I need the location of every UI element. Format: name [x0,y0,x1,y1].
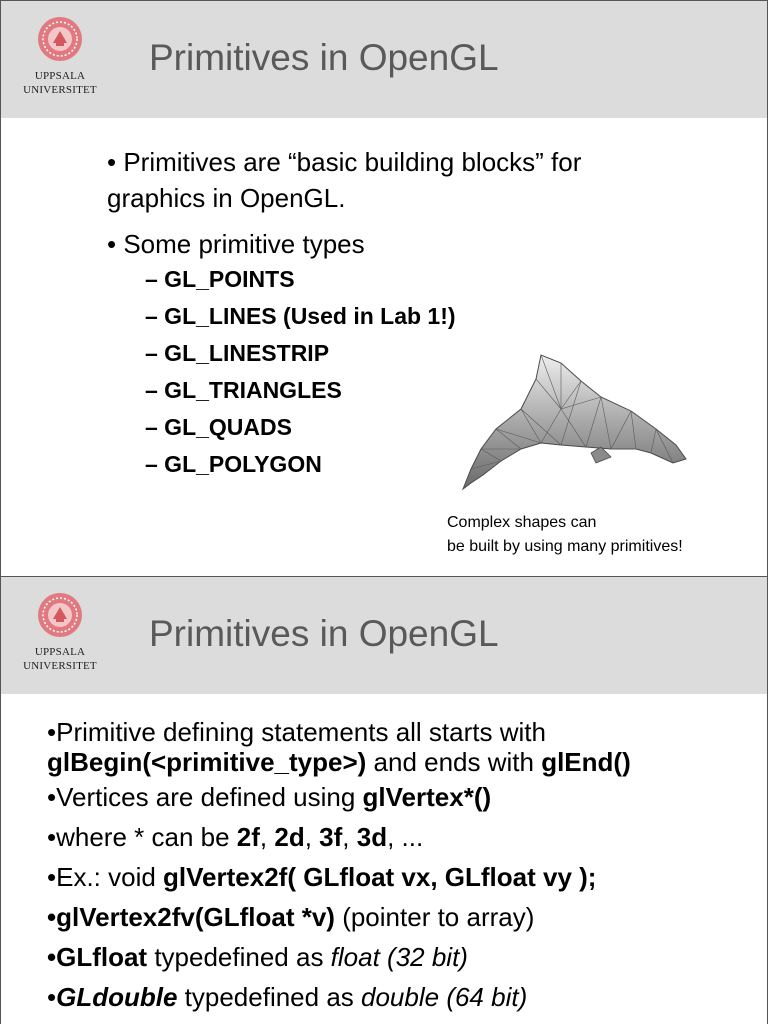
statement-line [47,857,757,897]
text-run: , [259,822,275,852]
code-term: glBegin(<primitive_type>) [47,747,367,777]
university-name-line2: UNIVERSITET [23,84,97,96]
university-name [15,645,105,673]
statement-line [47,897,757,937]
text-run: •Vertices are defined using [47,782,363,812]
caption-line: be built by using many primitives! [447,538,683,555]
university-name-line1: UPPSALA [34,70,86,82]
uppsala-logo [15,15,105,97]
text-run: •Ex.: void [47,862,164,892]
slide-primitive-statements [0,577,768,1024]
slide-title: Primitives in OpenGL [149,37,499,78]
text-run: typedefined as [177,982,362,1012]
list-item: – GL_LINESTRIP [145,340,330,366]
statement-line: •Primitive defining statements all starts with [47,717,546,747]
code-term: 2f [236,822,260,852]
list-item: – GL_POLYGON [145,451,322,477]
uppsala-logo [15,591,105,673]
slide-content [47,717,757,1017]
code-term: glEnd() [541,747,631,777]
slide-header [1,1,767,118]
list-item: – GL_QUADS [145,414,292,440]
statement-line [47,937,757,977]
text-run: (pointer to array) [334,902,535,932]
code-term: 2d [274,822,305,852]
bullet-building-blocks [107,144,687,216]
type-description: double (64 bit) [361,982,528,1012]
caption-line: Complex shapes can [447,514,597,531]
code-term: GLdouble [56,982,178,1012]
code-term: glVertex2f( GLfloat vx, GLfloat vy ); [163,862,597,892]
university-name [15,69,105,97]
image-caption [447,511,683,559]
bullet-line: graphics in OpenGL. [107,183,346,213]
text-run: typedefined as [147,942,331,972]
text-run: , ... [387,822,424,852]
code-term: •glVertex2fv(GLfloat *v) [47,902,335,932]
statement-line [47,977,757,1017]
bullet-line: • Primitives are “basic building blocks” for [107,147,582,177]
list-item: – GL_POINTS [145,266,295,292]
statement-line [47,777,757,817]
slide-header [1,577,767,694]
dolphin-mesh-image [451,349,701,499]
text-run: • [47,982,57,1012]
code-term: •GLfloat [47,942,148,972]
code-term: glVertex*() [362,782,492,812]
bullet-line: • Some primitive types [107,229,365,259]
text-run: , [342,822,357,852]
text-run: and ends with [366,747,542,777]
statement-line [47,817,757,857]
university-seal-icon [36,15,84,63]
slide-title: Primitives in OpenGL [149,613,499,654]
list-item: – GL_LINES (Used in Lab 1!) [145,303,456,329]
text-run: •where * can be [47,822,237,852]
code-term: 3f [319,822,343,852]
list-item: – GL_TRIANGLES [145,377,342,403]
statement-line [47,747,757,777]
code-term: 3d [356,822,388,852]
university-name-line2: UNIVERSITET [23,660,97,672]
university-seal-icon [36,591,84,639]
text-run: , [304,822,320,852]
type-description: float (32 bit) [330,942,468,972]
university-name-line1: UPPSALA [34,646,86,658]
